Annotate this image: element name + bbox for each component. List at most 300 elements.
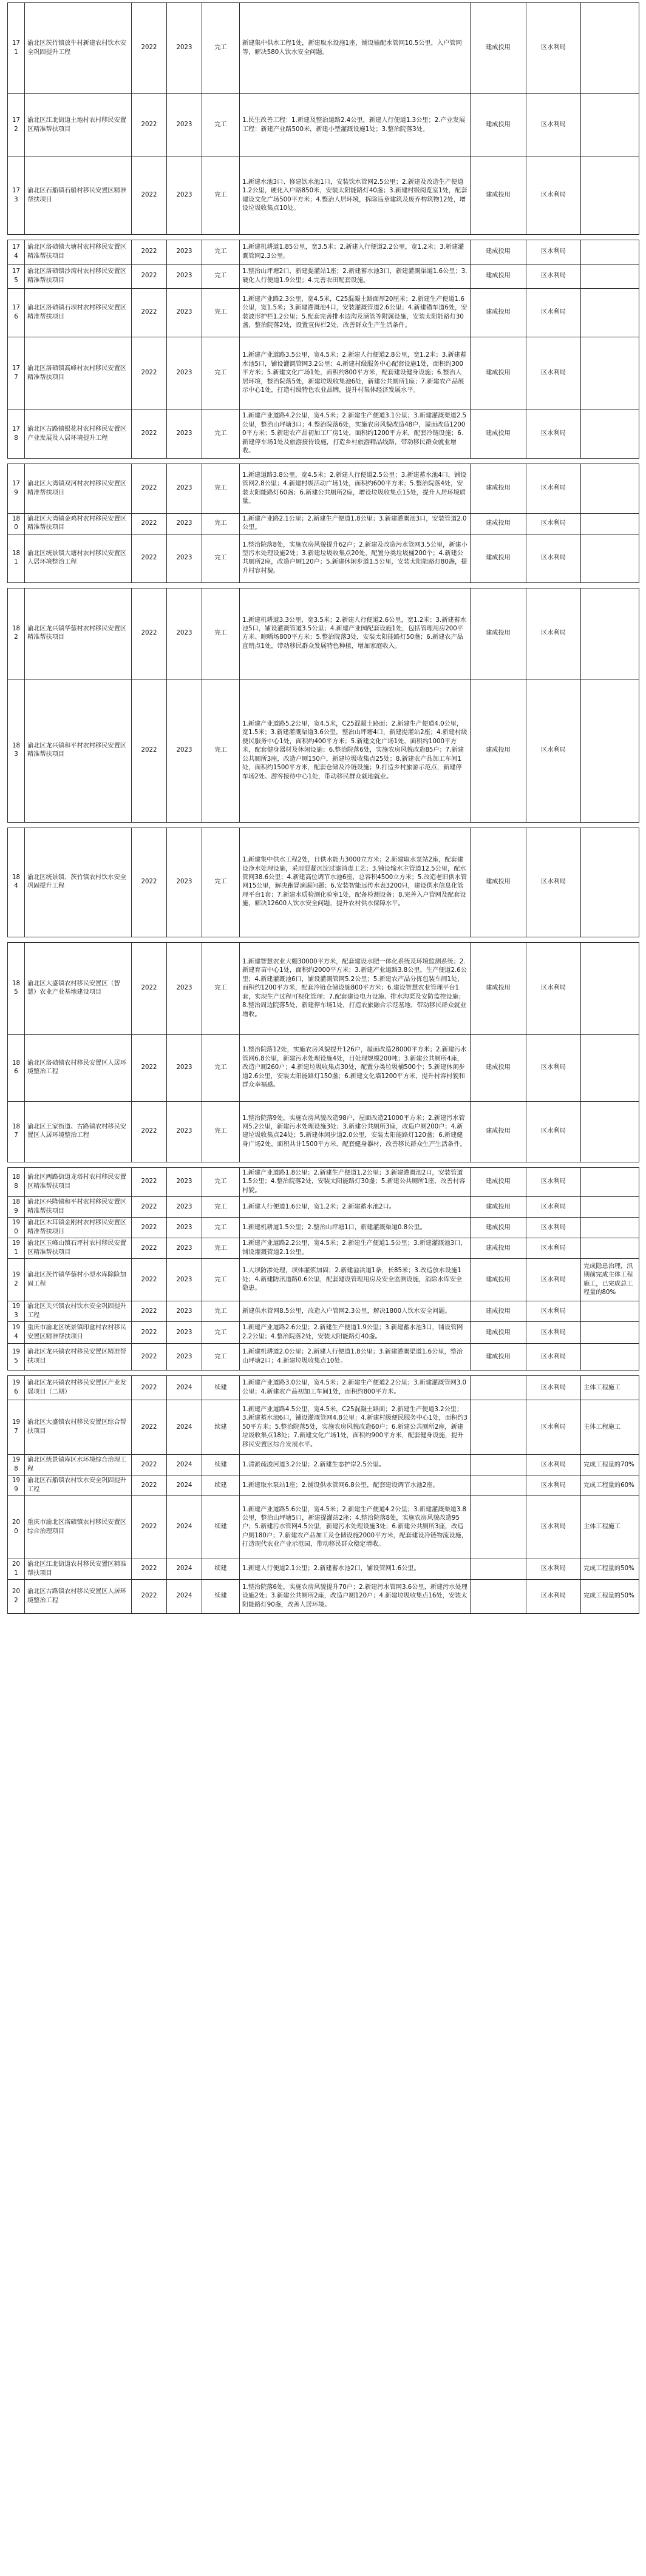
project-description-cell: 1.新建道路3.8公里，宽4.5米；2.新建人行便道2.5公里；3.新建蓄水池4口，铺设管网2.8公里；4.新建村级活动广场1处，面积约600平方米；5.整治院落4处，安装太阳能路灯60盏；6.新建公共厕所2座，增设垃圾收集点15处，提升人居环境质量。 — [240, 464, 471, 514]
table-row — [8, 3, 639, 94]
project-name-cell: 渝北区大湾镇金鸡村农村移民安置区精准帮扶项目 — [25, 514, 132, 534]
project-status-cell: 续建 — [202, 1496, 240, 1559]
row-number-cell: 180 — [8, 514, 25, 534]
row-number-cell: 185 — [8, 942, 25, 1034]
project-result-cell: 建成投用 — [471, 337, 526, 410]
table-row — [8, 514, 639, 534]
responsible-department-cell: 区水利局 — [526, 942, 581, 1034]
table-row — [8, 679, 639, 822]
project-status-cell: 完工 — [202, 1197, 240, 1218]
start-year-cell: 2022 — [132, 1376, 167, 1400]
start-year-cell: 2022 — [132, 1034, 167, 1101]
row-number-cell: 188 — [8, 1167, 25, 1196]
project-status-cell: 完工 — [202, 534, 240, 582]
project-description-cell: 1.清淤疏浚河道3.2公里；2.新建生态护岸2.5公里。 — [240, 1455, 471, 1475]
project-result-cell: 建成投用 — [471, 679, 526, 822]
project-description-cell: 1.新建产业道路1.8公里；2.新建生产便道1.2公里；3.新建灌溉池2口，安装管道1.5公里；4.整治院落2处，安装太阳能路灯30盏；5.新建公共厕所1座，改善村容村貌。 — [240, 1167, 471, 1196]
start-year-cell: 2022 — [132, 265, 167, 289]
project-status-cell: 完工 — [202, 1259, 240, 1301]
project-name-cell: 重庆市渝北区洛碛镇农村移民安置区综合治理项目 — [25, 1496, 132, 1559]
table-row — [8, 588, 639, 679]
responsible-department-cell: 区水利局 — [526, 1344, 581, 1371]
project-status-cell: 完工 — [202, 410, 240, 459]
project-description-cell: 1.新建智慧农业大棚30000平方米，配套建设水肥一体化系统及环境监测系统；2.新建育苗中心1处，面积约2000平方米；3.新建产业道路3.8公里，生产便道2.6公里；4.新建灌溉池6口，铺设灌溉管网5.2公里；5.新建农产品分拣包装车间1处，面积约1200平方米，配套冷链仓储设施800平方米；6.建设智慧农业管理平台1套，实现生产过程可视化管理；7.配套建设电力设施、排水沟渠及安防监控设施；8.整治周边院落5处，新建停车场1处，打造农旅融合示范基地，带动移民群众就业增收。 — [240, 942, 471, 1034]
start-year-cell: 2022 — [132, 588, 167, 679]
remark-cell: 完成工程量的50% — [581, 1580, 639, 1614]
project-result-cell: 建成投用 — [471, 464, 526, 514]
project-status-cell: 完工 — [202, 942, 240, 1034]
table-row — [8, 1580, 639, 1614]
section-gap — [8, 582, 639, 588]
project-status-cell: 完工 — [202, 94, 240, 157]
project-result-cell: 建成投用 — [471, 588, 526, 679]
remark-cell — [581, 94, 639, 157]
start-year-cell: 2022 — [132, 534, 167, 582]
section-gap-cell — [8, 822, 639, 828]
end-year-cell: 2023 — [167, 464, 202, 514]
project-result-cell: 建成投用 — [471, 410, 526, 459]
remark-cell — [581, 464, 639, 514]
project-result-cell: 建成投用 — [471, 265, 526, 289]
project-result-cell — [471, 1455, 526, 1475]
table-row — [8, 1238, 639, 1259]
end-year-cell: 2023 — [167, 157, 202, 235]
project-description-cell: 1.新建产业道路3.5公里，宽4.5米；2.新建人行便道2.8公里，宽1.2米；3.新建蓄水池5口，铺设灌溉管网3.2公里；4.新建村级服务中心配套设施1处，面积约300平方米；5.新建文化广场1处，面积约800平方米，配套建设健身设施；6.整治人居环境，整治院落5处，新建垃圾收集池6处，新建公共厕所1座；7.新建农产品展示中心1处，打造村级特色农业品牌，提升村集体经济发展水平。 — [240, 337, 471, 410]
remark-cell: 主体工程施工 — [581, 1376, 639, 1400]
responsible-department-cell: 区水利局 — [526, 679, 581, 822]
start-year-cell: 2022 — [132, 337, 167, 410]
project-result-cell: 建成投用 — [471, 1197, 526, 1218]
row-number-cell: 189 — [8, 1197, 25, 1218]
remark-cell: 主体工程施工 — [581, 1496, 639, 1559]
project-status-cell: 完工 — [202, 828, 240, 937]
project-description-cell: 1.新建产业道路4.5公里，宽4.5米，C25混凝土路面；2.新建生产便道3.2公里；3.新建蓄水池6口，铺设灌溉管网4.8公里；4.新建村级便民服务中心1处，面积约350平方米；5.整治院落5处，实施农房风貌改造60户；6.新建公共厕所2座，新建垃圾收集点18处；7.新建文化广场1处，面积约900平方米，配套健身设施，提升移民安置区综合发展水平。 — [240, 1400, 471, 1455]
responsible-department-cell: 区水利局 — [526, 1496, 581, 1559]
row-number-cell: 172 — [8, 94, 25, 157]
project-name-cell: 渝北区洛碛镇高峰村农村移民安置区精准帮扶项目 — [25, 337, 132, 410]
section-gap-cell — [8, 235, 639, 240]
responsible-department-cell: 区水利局 — [526, 1259, 581, 1301]
end-year-cell: 2024 — [167, 1400, 202, 1455]
project-status-cell: 续建 — [202, 1455, 240, 1475]
project-result-cell — [471, 1580, 526, 1614]
table-row — [8, 828, 639, 937]
table-row — [8, 1218, 639, 1238]
project-status-cell: 续建 — [202, 1475, 240, 1496]
remark-cell — [581, 157, 639, 235]
remark-cell — [581, 1218, 639, 1238]
row-number-cell: 186 — [8, 1034, 25, 1101]
project-name-cell: 渝北区江北街道农村移民安置区精准帮扶项目 — [25, 1559, 132, 1580]
remark-cell — [581, 1344, 639, 1371]
responsible-department-cell: 区水利局 — [526, 265, 581, 289]
start-year-cell: 2022 — [132, 1496, 167, 1559]
section-gap — [8, 459, 639, 464]
remark-cell — [581, 1322, 639, 1344]
end-year-cell: 2023 — [167, 588, 202, 679]
project-name-cell: 渝北区王家街道、古路镇农村移民安置区人居环境整治工程 — [25, 1101, 132, 1162]
start-year-cell: 2022 — [132, 1197, 167, 1218]
table-row — [8, 1475, 639, 1496]
table-row — [8, 94, 639, 157]
responsible-department-cell: 区水利局 — [526, 1559, 581, 1580]
project-status-cell: 完工 — [202, 1301, 240, 1322]
project-result-cell: 建成投用 — [471, 94, 526, 157]
project-result-cell — [471, 1496, 526, 1559]
table-row — [8, 1322, 639, 1344]
project-name-cell: 渝北区龙兴镇华蓥村农村移民安置区精准帮扶项目 — [25, 588, 132, 679]
project-name-cell: 渝北区古路镇农村移民安置区人居环境整治工程 — [25, 1580, 132, 1614]
project-name-cell: 渝北区玉峰山镇石坪村农村移民安置区精准帮扶项目 — [25, 1238, 132, 1259]
remark-cell — [581, 1034, 639, 1101]
project-description-cell: 1.新建机耕道1.5公里；2.整治山坪塘1口，新建灌溉渠道0.8公里。 — [240, 1218, 471, 1238]
row-number-cell: 187 — [8, 1101, 25, 1162]
project-description-cell: 1.新建产业道路2.6公里；2.新建生产便道1.9公里；3.新建蓄水池3口，铺设管网2.2公里；4.整治院落2处，安装太阳能路灯40盏。 — [240, 1322, 471, 1344]
project-result-cell: 建成投用 — [471, 3, 526, 94]
remark-cell: 完成隐患治理，汛期前完成主体工程施工，已完成总工程量的80% — [581, 1259, 639, 1301]
project-name-cell: 渝北区统景镇大塘村农村移民安置区人居环境整治工程 — [25, 534, 132, 582]
section-gap — [8, 1162, 639, 1167]
project-description-cell: 1.新建机耕道2.0公里；2.新建人行便道1.8公里；3.新建灌溉渠道1.6公里，整治山坪塘2口；4.新建垃圾收集点10处。 — [240, 1344, 471, 1371]
responsible-department-cell: 区水利局 — [526, 337, 581, 410]
project-result-cell: 建成投用 — [471, 240, 526, 265]
project-name-cell: 渝北区木耳镇金刚村农村移民安置区精准帮扶项目 — [25, 1218, 132, 1238]
project-result-cell: 建成投用 — [471, 534, 526, 582]
end-year-cell: 2023 — [167, 534, 202, 582]
project-description-cell: 1.新建集中供水工程2处，日供水能力3000立方米；2.新建取水泵站2座，配套建设净水处理设施，采用混凝沉淀过滤消毒工艺；3.铺设输水主管道12.5公里，配水管网38.6公里；4.新建高位调节水池6座，总容积4500立方米；5.改造老旧供水管网15公里，解决跑冒滴漏问题；6.安装智能远传水表3200只，建设供水信息化管理平台1套；7.新建水质检测化验室1处，配备检测设备；8.完善入户管网及配套设施，解决12600人饮水安全问题，提升农村供水保障水平。 — [240, 828, 471, 937]
start-year-cell: 2022 — [132, 1322, 167, 1344]
project-name-cell: 渝北区统景镇、茨竹镇农村饮水安全巩固提升工程 — [25, 828, 132, 937]
end-year-cell: 2023 — [167, 1344, 202, 1371]
project-status-cell: 完工 — [202, 289, 240, 337]
end-year-cell: 2023 — [167, 1167, 202, 1196]
responsible-department-cell: 区水利局 — [526, 1301, 581, 1322]
row-number-cell: 190 — [8, 1218, 25, 1238]
start-year-cell: 2022 — [132, 464, 167, 514]
row-number-cell: 191 — [8, 1238, 25, 1259]
project-name-cell: 渝北区洛碛镇石坝村农村移民安置区精准帮扶项目 — [25, 289, 132, 337]
start-year-cell: 2022 — [132, 1301, 167, 1322]
project-status-cell: 完工 — [202, 514, 240, 534]
end-year-cell: 2024 — [167, 1496, 202, 1559]
project-name-cell: 渝北区统景镇库区水环境综合治理工程 — [25, 1455, 132, 1475]
row-number-cell: 173 — [8, 157, 25, 235]
row-number-cell: 192 — [8, 1259, 25, 1301]
remark-cell — [581, 1197, 639, 1218]
project-name-cell: 渝北区茨竹镇华蓥村小型水库除险加固工程 — [25, 1259, 132, 1301]
table-row — [8, 265, 639, 289]
end-year-cell: 2023 — [167, 1238, 202, 1259]
project-status-cell: 完工 — [202, 679, 240, 822]
row-number-cell: 177 — [8, 337, 25, 410]
project-description-cell: 1.新建产业路2.1公里；2.新建生产便道1.8公里；3.新建灌溉池3口，安装管道2.0公里。 — [240, 514, 471, 534]
project-description-cell: 1.新建产业道路5.2公里，宽4.5米，C25混凝土路面；2.新建生产便道4.0公里，宽1.5米；3.新建灌溉渠道3.6公里，整治山坪塘4口，新建提灌站2座；4.新建村级便民服务中心1处，面积约400平方米；5.新建文化广场1处，面积约1000平方米，配套健身器材及休闲设施；6.整治院落6处，实施农房风貌改造85户；7.新建公共厕所3座，改造户厕150户，新建垃圾收集点25处；8.新建农产品加工车间1处，面积约1500平方米，配套仓储及冷链设施；9.打造乡村旅游示范点，新建停车场2处、游客接待中心1处，带动移民群众就地就业。 — [240, 679, 471, 822]
start-year-cell: 2022 — [132, 828, 167, 937]
project-description-cell: 1.新建机耕道1.85公里，宽3.5米；2.新建人行便道2.2公里，宽1.2米；3.新建灌溉管网2.3公里。 — [240, 240, 471, 265]
project-status-cell: 完工 — [202, 1344, 240, 1371]
project-result-cell: 建成投用 — [471, 1034, 526, 1101]
start-year-cell: 2022 — [132, 1238, 167, 1259]
section-gap — [8, 937, 639, 942]
remark-cell: 完成工程量的60% — [581, 1475, 639, 1496]
project-result-cell: 建成投用 — [471, 1344, 526, 1371]
responsible-department-cell: 区水利局 — [526, 1034, 581, 1101]
start-year-cell: 2022 — [132, 240, 167, 265]
project-status-cell: 完工 — [202, 265, 240, 289]
end-year-cell: 2023 — [167, 410, 202, 459]
start-year-cell: 2022 — [132, 3, 167, 94]
remark-cell: 完成工程量的50% — [581, 1559, 639, 1580]
start-year-cell: 2022 — [132, 410, 167, 459]
responsible-department-cell: 区水利局 — [526, 828, 581, 937]
table-row — [8, 1496, 639, 1559]
table-row — [8, 1197, 639, 1218]
row-number-cell: 199 — [8, 1475, 25, 1496]
project-status-cell: 完工 — [202, 588, 240, 679]
table-row — [8, 157, 639, 235]
project-result-cell: 建成投用 — [471, 1238, 526, 1259]
project-description-cell: 1.民生改善工程：1.新建及整治道路2.4公里，新建人行便道1.3公里；2.产业发展工程：新建产业路500米，新建小型灌溉设施1处；3.整治院落3处。 — [240, 94, 471, 157]
section-gap-cell — [8, 937, 639, 942]
start-year-cell: 2022 — [132, 514, 167, 534]
remark-cell — [581, 514, 639, 534]
start-year-cell: 2022 — [132, 1559, 167, 1580]
responsible-department-cell: 区水利局 — [526, 534, 581, 582]
project-table — [7, 2, 639, 1614]
table-row — [8, 1376, 639, 1400]
project-description-cell: 1.新建产业道路4.2公里，宽4.5米；2.新建生产便道3.1公里；3.新建灌溉渠道2.5公里，整治山坪塘3口；4.整治院落6处，实施农房风貌改造48户，屋面改造12000平方米；5.新建农产品初加工厂房1处，面积约1200平方米，配套冷链设施；6.新建停车场1处及旅游接待设施，打造乡村旅游精品线路，带动移民群众就业增收。 — [240, 410, 471, 459]
project-result-cell: 建成投用 — [471, 1101, 526, 1162]
remark-cell: 主体工程施工 — [581, 1400, 639, 1455]
responsible-department-cell: 区水利局 — [526, 514, 581, 534]
start-year-cell: 2022 — [132, 1455, 167, 1475]
start-year-cell: 2022 — [132, 157, 167, 235]
responsible-department-cell: 区水利局 — [526, 1322, 581, 1344]
row-number-cell: 184 — [8, 828, 25, 937]
project-description-cell: 1.新建机耕道3.3公里，宽3.5米；2.新建人行便道2.6公里，宽1.2米；3.新建蓄水池5口，铺设灌溉管道3.5公里；4.新建产业园配套设施1处，包括管理用房200平方米、晾晒场800平方米；5.整治院落3处，安装太阳能路灯50盏；6.新建农产品直销点1处，带动移民群众发展特色种植，增加家庭收入。 — [240, 588, 471, 679]
row-number-cell: 198 — [8, 1455, 25, 1475]
row-number-cell: 182 — [8, 588, 25, 679]
project-description-cell: 1.新建取水泵站1座；2.铺设供水管网6.8公里，配套建设调节水池2座。 — [240, 1475, 471, 1496]
project-name-cell: 渝北区大盛镇农村移民安置区综合帮扶项目 — [25, 1400, 132, 1455]
end-year-cell: 2023 — [167, 337, 202, 410]
project-name-cell: 重庆市渝北区统景镇印盒村农村移民安置区精准帮扶项目 — [25, 1322, 132, 1344]
responsible-department-cell: 区水利局 — [526, 1400, 581, 1455]
end-year-cell: 2023 — [167, 1034, 202, 1101]
responsible-department-cell: 区水利局 — [526, 1167, 581, 1196]
remark-cell — [581, 1167, 639, 1196]
remark-cell — [581, 588, 639, 679]
remark-cell — [581, 1301, 639, 1322]
section-gap-cell — [8, 1162, 639, 1167]
table-row — [8, 1559, 639, 1580]
project-name-cell: 渝北区两路街道龙塔村农村移民安置区精准帮扶项目 — [25, 1167, 132, 1196]
project-name-cell: 渝北区关兴镇农村饮水安全巩固提升工程 — [25, 1301, 132, 1322]
document-page — [7, 2, 639, 1614]
responsible-department-cell: 区水利局 — [526, 1455, 581, 1475]
project-name-cell: 渝北区洛碛镇沙湾村农村移民安置区精准帮扶项目 — [25, 265, 132, 289]
responsible-department-cell: 区水利局 — [526, 1238, 581, 1259]
project-description-cell: 1.新建产业道路3.0公里，宽4.5米；2.新建生产便道2.2公里；3.新建灌溉管网3.0公里；4.新建农产品初加工车间1处，面积约800平方米。 — [240, 1376, 471, 1400]
table-row — [8, 464, 639, 514]
project-status-cell: 完工 — [202, 464, 240, 514]
responsible-department-cell: 区水利局 — [526, 410, 581, 459]
end-year-cell: 2023 — [167, 828, 202, 937]
project-status-cell: 续建 — [202, 1580, 240, 1614]
row-number-cell: 179 — [8, 464, 25, 514]
project-name-cell: 渝北区大湾镇双河村农村移民安置区精准帮扶项目 — [25, 464, 132, 514]
table-row — [8, 942, 639, 1034]
project-description-cell: 1.新建人行便道1.6公里，宽1.2米；2.新建蓄水池2口。 — [240, 1197, 471, 1218]
responsible-department-cell: 区水利局 — [526, 1475, 581, 1496]
remark-cell — [581, 265, 639, 289]
section-gap-cell — [8, 582, 639, 588]
table-row — [8, 410, 639, 459]
remark-cell — [581, 942, 639, 1034]
end-year-cell: 2023 — [167, 1322, 202, 1344]
remark-cell — [581, 1238, 639, 1259]
end-year-cell: 2023 — [167, 1197, 202, 1218]
project-description-cell: 1.新建产业道路2.2公里，宽4.5米；2.新建生产便道1.5公里；3.新建灌溉池3口，铺设灌溉管道2.1公里。 — [240, 1238, 471, 1259]
project-result-cell: 建成投用 — [471, 1301, 526, 1322]
project-name-cell: 渝北区古路镇银花村农村移民安置区产业发展及人居环境提升工程 — [25, 410, 132, 459]
start-year-cell: 2022 — [132, 1167, 167, 1196]
responsible-department-cell: 区水利局 — [526, 1101, 581, 1162]
table-row — [8, 337, 639, 410]
end-year-cell: 2023 — [167, 1301, 202, 1322]
project-result-cell — [471, 1400, 526, 1455]
end-year-cell: 2023 — [167, 265, 202, 289]
section-gap — [8, 235, 639, 240]
end-year-cell: 2024 — [167, 1559, 202, 1580]
remark-cell — [581, 410, 639, 459]
responsible-department-cell: 区水利局 — [526, 3, 581, 94]
end-year-cell: 2023 — [167, 1101, 202, 1162]
table-row — [8, 534, 639, 582]
row-number-cell: 201 — [8, 1559, 25, 1580]
project-name-cell: 渝北区龙兴镇农村移民安置区精准帮扶项目 — [25, 1344, 132, 1371]
table-row — [8, 1301, 639, 1322]
responsible-department-cell: 区水利局 — [526, 1376, 581, 1400]
project-result-cell — [471, 1376, 526, 1400]
end-year-cell: 2024 — [167, 1455, 202, 1475]
project-description-cell: 1.新建水池3口、修建饮水池1口，安装饮水管网2.5公里；2.新建及改造生产便道1.2公里，硬化入户路850米，安装太阳能路灯40盏；3.新建村级阅览室1处，配套建设文化广场500平方米；4.整治人居环境，拆除违章建筑及废弃构筑物12处，增设垃圾收集点10处。 — [240, 157, 471, 235]
end-year-cell: 2023 — [167, 679, 202, 822]
project-name-cell: 渝北区茨竹镇放牛村新建农村饮水安全巩固提升工程 — [25, 3, 132, 94]
section-gap — [8, 822, 639, 828]
project-name-cell: 渝北区大盛镇农村移民安置区（智慧）农业产业基地建设项目 — [25, 942, 132, 1034]
start-year-cell: 2022 — [132, 1101, 167, 1162]
start-year-cell: 2022 — [132, 942, 167, 1034]
responsible-department-cell: 区水利局 — [526, 157, 581, 235]
end-year-cell: 2023 — [167, 514, 202, 534]
row-number-cell: 178 — [8, 410, 25, 459]
start-year-cell: 2022 — [132, 289, 167, 337]
project-status-cell: 完工 — [202, 3, 240, 94]
row-number-cell: 183 — [8, 679, 25, 822]
end-year-cell: 2024 — [167, 1475, 202, 1496]
project-description-cell: 1.整治院落12处，实施农房风貌提升126户，屋面改造28000平方米；2.新建污水管网6.8公里，新建污水处理设施4处，日处理规模200吨；3.新建公共厕所4座，改造户厕260户；4.新建垃圾收集点30处，配置分类垃圾桶500个；5.新建休闲步道2.6公里，安装太阳能路灯150盏；6.新建文化墙1200平方米，提升村容村貌和群众幸福感。 — [240, 1034, 471, 1101]
row-number-cell: 194 — [8, 1322, 25, 1344]
row-number-cell: 195 — [8, 1344, 25, 1371]
row-number-cell: 196 — [8, 1376, 25, 1400]
project-status-cell: 完工 — [202, 1218, 240, 1238]
end-year-cell: 2024 — [167, 1580, 202, 1614]
remark-cell — [581, 337, 639, 410]
start-year-cell: 2022 — [132, 1580, 167, 1614]
row-number-cell: 175 — [8, 265, 25, 289]
table-row — [8, 1400, 639, 1455]
table-row — [8, 1167, 639, 1196]
remark-cell — [581, 1101, 639, 1162]
remark-cell — [581, 679, 639, 822]
project-name-cell: 渝北区石船镇农村饮水安全巩固提升工程 — [25, 1475, 132, 1496]
project-status-cell: 续建 — [202, 1376, 240, 1400]
table-row — [8, 240, 639, 265]
row-number-cell: 193 — [8, 1301, 25, 1322]
project-description-cell: 1.新建产业道路5.6公里，宽4.5米；2.新建生产便道4.2公里；3.新建灌溉渠道3.8公里，整治山坪塘5口，新建提灌站2座；4.整治院落8处，实施农房风貌改造95户；5.新建污水管网4.5公里，新建污水处理设施3处；6.新建公共厕所3座，改造户厕180户；7.新建农产品加工及仓储设施2000平方米，配套建设冷链物流设施，打造现代农业产业示范园，带动移民群众稳定增收。 — [240, 1496, 471, 1559]
responsible-department-cell: 区水利局 — [526, 464, 581, 514]
project-name-cell: 渝北区龙兴镇和平村农村移民安置区精准帮扶项目 — [25, 679, 132, 822]
remark-cell — [581, 828, 639, 937]
table-body — [8, 3, 639, 1614]
project-name-cell: 渝北区江北街道土地村农村移民安置区精准帮扶项目 — [25, 94, 132, 157]
end-year-cell: 2023 — [167, 1259, 202, 1301]
project-description-cell: 1.大坝防渗处理，坝体灌浆加固；2.新建溢洪道1条，长85米；3.改造放水设施1处；4.新建防汛道路0.6公里，配套建设管理用房及安全监测设施，消除水库安全隐患。 — [240, 1259, 471, 1301]
end-year-cell: 2023 — [167, 94, 202, 157]
responsible-department-cell: 区水利局 — [526, 289, 581, 337]
project-result-cell: 建成投用 — [471, 828, 526, 937]
row-number-cell: 176 — [8, 289, 25, 337]
project-status-cell: 完工 — [202, 1167, 240, 1196]
project-name-cell: 渝北区洛碛镇农村移民安置区人居环境整治工程 — [25, 1034, 132, 1101]
section-gap-cell — [8, 1371, 639, 1376]
responsible-department-cell: 区水利局 — [526, 1218, 581, 1238]
project-status-cell: 完工 — [202, 1101, 240, 1162]
start-year-cell: 2022 — [132, 1475, 167, 1496]
project-description-cell: 1.整治院落8处，实施农房风貌提升62户；2.新建及改造污水管网3.5公里，新建小型污水处理设施2处；3.新建垃圾收集点20处，配置分类垃圾桶200个；4.新建公共厕所2座，改造户厕120户；5.新建休闲步道1.5公里，安装太阳能路灯80盏，提升村容村貌。 — [240, 534, 471, 582]
start-year-cell: 2022 — [132, 1400, 167, 1455]
table-row — [8, 1455, 639, 1475]
responsible-department-cell: 区水利局 — [526, 1197, 581, 1218]
row-number-cell: 171 — [8, 3, 25, 94]
project-status-cell: 完工 — [202, 1322, 240, 1344]
project-result-cell — [471, 1559, 526, 1580]
project-description-cell: 1.新建人行便道2.1公里；2.新建蓄水池2口，铺设管网1.6公里。 — [240, 1559, 471, 1580]
project-result-cell — [471, 1475, 526, 1496]
project-result-cell: 建成投用 — [471, 1259, 526, 1301]
responsible-department-cell: 区水利局 — [526, 94, 581, 157]
project-description-cell: 1.新建产业路2.3公里，宽4.5米，C25混凝土路面厚20厘米；2.新建生产便道1.6公里，宽1.5米；3.新建灌溉池4口，安装灌溉管道2.6公里；4.新建错车道6处，安装波形护栏1.2公里；5.配套完善排水边沟及涵管等附属设施，安装太阳能路灯30盏，整治院落2处，设置宣传栏2处，改善群众生产生活条件。 — [240, 289, 471, 337]
end-year-cell: 2023 — [167, 289, 202, 337]
table-row — [8, 289, 639, 337]
project-status-cell: 完工 — [202, 1034, 240, 1101]
section-gap-cell — [8, 459, 639, 464]
table-row — [8, 1344, 639, 1371]
table-row — [8, 1101, 639, 1162]
row-number-cell: 197 — [8, 1400, 25, 1455]
project-name-cell: 渝北区石船镇石船村移民安置区精准帮扶项目 — [25, 157, 132, 235]
project-status-cell: 完工 — [202, 337, 240, 410]
remark-cell: 完成工程量的70% — [581, 1455, 639, 1475]
table-row — [8, 1034, 639, 1101]
project-status-cell: 完工 — [202, 240, 240, 265]
project-status-cell: 续建 — [202, 1400, 240, 1455]
start-year-cell: 2022 — [132, 1259, 167, 1301]
remark-cell — [581, 3, 639, 94]
end-year-cell: 2023 — [167, 942, 202, 1034]
start-year-cell: 2022 — [132, 1218, 167, 1238]
